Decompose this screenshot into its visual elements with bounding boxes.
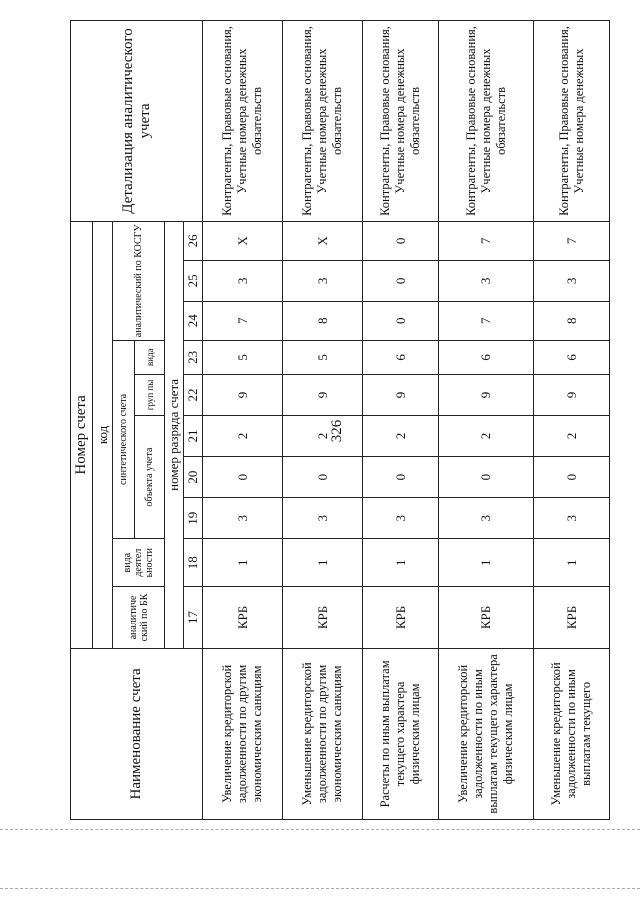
code-cell: 3 — [438, 498, 533, 539]
detail-column-header: Детализация аналитического учета — [71, 21, 203, 222]
digit-cell: 26 — [184, 221, 203, 260]
code-cell: 3 — [534, 498, 610, 539]
code-cell: КРБ — [363, 587, 439, 649]
accounting-object-header: объекта учета — [135, 416, 165, 539]
detail-cell: Контрагенты, Правовые основания, Учетные номера денежных — [534, 21, 610, 222]
code-cell: КРБ — [203, 587, 283, 649]
code-cell: 2 — [203, 416, 283, 457]
digit-cell: 17 — [184, 587, 203, 649]
table-row — [363, 21, 439, 820]
code-cell: 1 — [438, 539, 533, 587]
code-cell: 0 — [363, 221, 439, 260]
code-cell: 1 — [363, 539, 439, 587]
table-row — [438, 21, 533, 820]
detail-cell: Контрагенты, Правовые основания, Учетные номера денежных обязательств — [283, 21, 363, 222]
code-cell: 0 — [203, 457, 283, 498]
code-cell: 6 — [438, 340, 533, 374]
code-cell: 6 — [363, 340, 439, 374]
group-header: груп пы — [135, 374, 165, 415]
digit-number-header: номер разряда счета — [165, 221, 184, 648]
code-cell: 0 — [363, 260, 439, 301]
table-row — [534, 21, 610, 820]
detail-cell: Контрагенты, Правовые основания, Учетные номера денежных обязательств — [438, 21, 533, 222]
code-cell: 7 — [203, 301, 283, 340]
code-cell: 2 — [438, 416, 533, 457]
code-cell: 2 — [283, 416, 363, 457]
code-cell: 3 — [203, 260, 283, 301]
digit-cell: 23 — [184, 340, 203, 374]
digit-cell: 22 — [184, 374, 203, 415]
digit-cell: 21 — [184, 416, 203, 457]
code-cell: 3 — [283, 260, 363, 301]
code-cell: 9 — [363, 374, 439, 415]
code-cell: КРБ — [283, 587, 363, 649]
code-cell: 5 — [283, 340, 363, 374]
code-cell: 7 — [438, 301, 533, 340]
digit-cell: 19 — [184, 498, 203, 539]
detail-cell: Контрагенты, Правовые основания, Учетные номера денежных обязательств — [363, 21, 439, 222]
code-cell: 0 — [363, 457, 439, 498]
code-cell: 8 — [534, 301, 610, 340]
analytic-kosgu-header: аналитический по КОСГУ — [113, 221, 165, 340]
rotated-page — [70, 20, 610, 820]
account-name: Уменьшение кредиторской задолженности по другим экономическим санкциям — [283, 648, 363, 819]
synthetic-account-header: синтетического счета — [113, 340, 135, 539]
code-cell: 1 — [534, 539, 610, 587]
table-row — [203, 21, 283, 820]
code-cell: 2 — [534, 416, 610, 457]
account-name: Расчеты по иным выплатам текущего характера физическим лицам — [363, 648, 439, 819]
scan-dashed-line — [0, 829, 640, 830]
code-cell: 0 — [283, 457, 363, 498]
scan-dashed-line — [0, 888, 640, 889]
account-name: Увеличение кредиторской задолженности по иным выплатам текущего характера физическим лицам — [438, 648, 533, 819]
account-name: Увеличение кредиторской задолженности по другим экономическим санкциям — [203, 648, 283, 819]
code-cell: 0 — [534, 457, 610, 498]
code-cell: 9 — [534, 374, 610, 415]
detail-cell: Контрагенты, Правовые основания, Учетные номера денежных обязательств — [203, 21, 283, 222]
code-cell: 3 — [203, 498, 283, 539]
analytic-bk-header: аналитиче ский по БК — [113, 587, 165, 649]
digit-cell: 25 — [184, 260, 203, 301]
code-cell: 9 — [438, 374, 533, 415]
code-cell: 3 — [534, 260, 610, 301]
code-cell: 6 — [534, 340, 610, 374]
accounts-table — [70, 20, 610, 820]
code-cell: 9 — [283, 374, 363, 415]
code-cell: 2 — [363, 416, 439, 457]
code-cell: 1 — [283, 539, 363, 587]
digit-cell: 24 — [184, 301, 203, 340]
code-cell: 7 — [438, 221, 533, 260]
code-cell: КРБ — [438, 587, 533, 649]
code-cell: 7 — [534, 221, 610, 260]
digit-cell: 18 — [184, 539, 203, 587]
code-cell: 8 — [283, 301, 363, 340]
code-cell: 0 — [363, 301, 439, 340]
page-number: 326 — [329, 419, 345, 443]
code-cell: Х — [283, 221, 363, 260]
kind-header: вида — [135, 340, 165, 374]
account-number-header: Номер счета — [71, 221, 93, 648]
code-cell: Х — [203, 221, 283, 260]
code-header: код — [93, 221, 113, 648]
name-column-header: Наименование счета — [71, 648, 203, 819]
code-cell: 9 — [203, 374, 283, 415]
code-cell: 1 — [203, 539, 283, 587]
code-cell: 3 — [363, 498, 439, 539]
code-cell: 5 — [203, 340, 283, 374]
digit-cell: 20 — [184, 457, 203, 498]
account-name: Уменьшение кредиторской задолженности по иным выплатам текущего — [534, 648, 610, 819]
code-cell: 0 — [438, 457, 533, 498]
activity-type-header: вида деятел ьности — [113, 539, 165, 587]
code-cell: КРБ — [534, 587, 610, 649]
table-row — [283, 21, 363, 820]
code-cell: 3 — [283, 498, 363, 539]
code-cell: 3 — [438, 260, 533, 301]
